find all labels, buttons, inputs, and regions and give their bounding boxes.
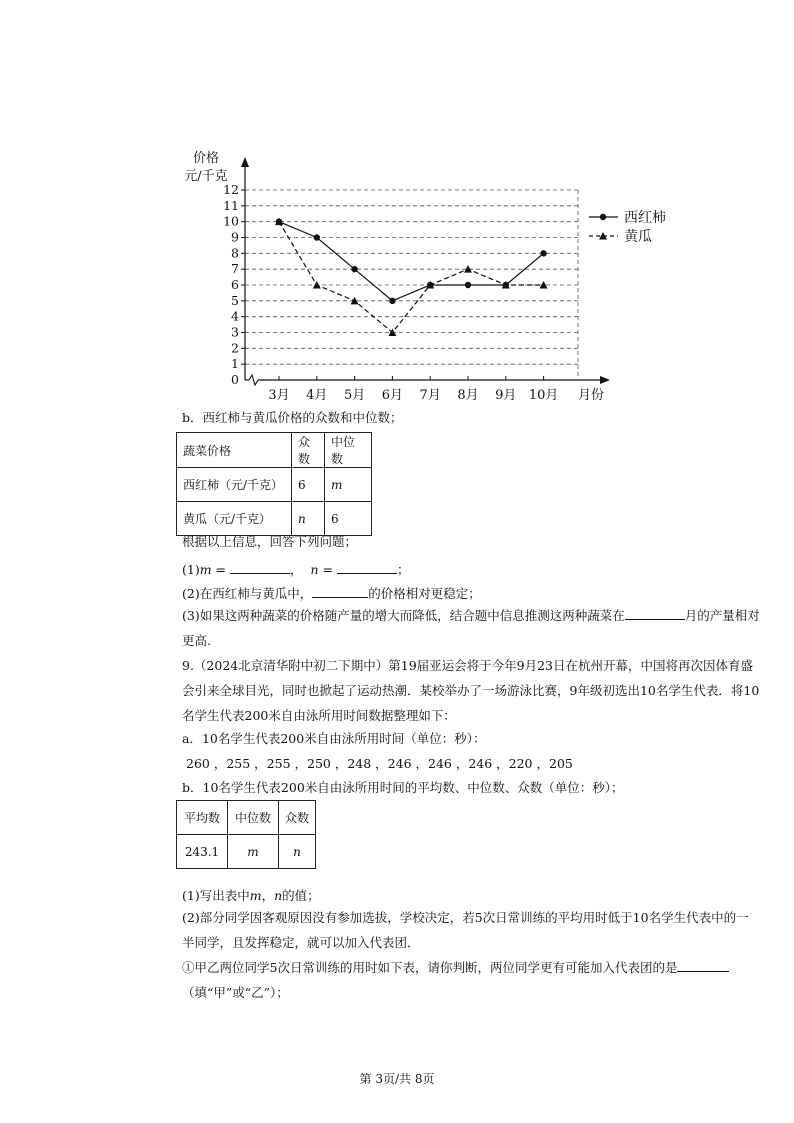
x-tick-label: 6月	[381, 388, 404, 403]
table-cell: 黄瓜（元/千克）	[177, 502, 292, 536]
data-point-tomato	[540, 250, 546, 256]
table-header-cell: 中位数	[325, 433, 372, 468]
table-row	[177, 433, 372, 468]
data-point-tomato	[389, 298, 395, 304]
x-axis-title: 月份	[578, 388, 605, 403]
q9-p1-sep: ，	[261, 888, 275, 903]
section-b-title: b．西红柿与黄瓜价格的众数和中位数；	[182, 410, 403, 425]
data-point-tomato	[351, 266, 357, 272]
x-tick-label: 10月	[528, 388, 559, 403]
q8-p2-text: (2)在西红柿与黄瓜中，	[182, 586, 313, 601]
chart-series	[275, 218, 548, 336]
table-cell: 243.1	[177, 835, 228, 869]
table-cell: m	[228, 835, 279, 869]
q8-part3	[182, 603, 760, 653]
table-cell: 6	[325, 502, 372, 536]
series-line-tomato	[279, 222, 544, 301]
q8-p2-text: 的价格相对更稳定；	[368, 586, 481, 601]
swim-stats-table	[176, 800, 316, 869]
y-tick-label: 11	[223, 197, 239, 213]
table-cell: 西红柿（元/千克）	[177, 468, 292, 502]
page-footer: 第 3页/共 8页	[359, 1072, 435, 1086]
q8-p1-prefix: (1)	[182, 562, 200, 577]
table-header-cell: 中位数	[228, 801, 279, 835]
var-n: n	[310, 562, 319, 577]
x-tick-label: 8月	[457, 388, 479, 403]
q9-p1-text: 的值；	[282, 888, 320, 903]
q8-p1-sep: ，	[290, 562, 303, 577]
data-point-tomato	[465, 282, 471, 288]
x-tick-label: 5月	[343, 388, 366, 403]
x-tick-label: 7月	[419, 388, 441, 403]
y-axis-title: 价格	[192, 151, 220, 166]
table-row	[177, 468, 372, 502]
table-cell: 6	[292, 468, 325, 502]
x-tick-label: 4月	[306, 388, 328, 403]
x-tick-label: 9月	[495, 388, 517, 403]
table-header-cell: 蔬菜价格	[177, 433, 292, 468]
y-tick-label: 0	[231, 372, 239, 387]
y-tick-label: 9	[231, 229, 239, 245]
table-cell: n	[279, 835, 316, 869]
y-tick-label: 8	[231, 245, 239, 261]
q9-part2-sub1	[182, 955, 760, 1005]
table-cell: m	[325, 468, 372, 502]
var-m: m	[199, 562, 212, 577]
answer-blank-m[interactable]	[230, 560, 290, 574]
y-axis-unit: 元/千克	[184, 169, 228, 184]
q9-part1	[182, 887, 320, 905]
y-tick-label: 10	[223, 213, 239, 229]
y-tick-label: 7	[231, 261, 239, 277]
data-point-cucumber	[313, 281, 321, 289]
y-tick-label: 12	[223, 182, 239, 197]
x-tick-label: 3月	[268, 388, 290, 403]
q8-intro: 根据以上信息，回答下列问题；	[182, 534, 358, 549]
var-m: m	[249, 888, 262, 903]
x-axis-arrow	[600, 376, 610, 384]
answer-blank-month[interactable]	[625, 606, 685, 620]
y-tick-label: 6	[231, 277, 239, 292]
q9-stem: 9.（2024北京清华附中初二下期中）第19届亚运会将于今年9月23日在杭州开幕，中国将再次因体育盛会引来全球目光，同时也掀起了运动热潮．某校举办了一场游泳比赛，9年级初选出10名学生代表．将10名学生代表200米自由泳所用时间数据整理如下：	[182, 658, 760, 723]
q8-part1	[182, 560, 409, 579]
legend-label: 西红柿	[624, 210, 666, 226]
y-tick-label: 1	[231, 356, 239, 372]
q9-p2-sub-text: ①甲乙两位同学5次日常训练的用时如下表，请你判断，两位同学更有可能加入代表团的是	[182, 960, 678, 975]
legend-marker-circle	[600, 214, 606, 220]
table-row	[177, 835, 316, 869]
q8-part2	[182, 584, 481, 603]
table-cell: n	[292, 502, 325, 536]
answer-blank-stable[interactable]	[312, 584, 368, 598]
table-header-cell: 众数	[292, 433, 325, 468]
price-line-chart	[0, 0, 794, 420]
answer-blank-n[interactable]	[337, 560, 397, 574]
y-tick-label: 5	[231, 292, 239, 308]
y-tick-label: 3	[231, 324, 239, 340]
q8-p3-text: (3)如果这两种蔬菜的价格随产量的增大而降低，结合题中信息推测这两种蔬菜在	[182, 608, 625, 623]
legend-label: 黄瓜	[624, 229, 652, 245]
q8-p3-text: 月的产量相对更高.	[182, 608, 760, 648]
table-row	[177, 801, 316, 835]
answer-blank-student[interactable]	[677, 958, 729, 972]
q8-p1-eq: =	[318, 562, 337, 577]
y-axis-arrow	[241, 157, 249, 167]
var-n: n	[274, 888, 283, 903]
q8-p1-eq: =	[211, 562, 230, 577]
x-axis-break	[249, 375, 258, 385]
price-mode-median-table	[176, 432, 372, 536]
q9-p1-text: (1)写出表中	[182, 888, 250, 903]
q9-part2: (2)部分同学因客观原因没有参加选拔，学校决定，若5次日常训练的平均用时低于10名学生代表中的一半同学，且发挥稳定，就可以加入代表团．	[182, 910, 749, 950]
table-header-cell: 平均数	[177, 801, 228, 835]
data-point-tomato	[314, 234, 320, 240]
q9-a-title: a．10名学生代表200米自由泳所用时间（单位：秒）：	[182, 731, 486, 746]
y-tick-label: 4	[231, 308, 239, 324]
table-row	[177, 502, 372, 536]
chart-axes	[241, 157, 610, 385]
q9-p2-sub-text: （填“甲”或“乙”）；	[182, 985, 289, 1000]
chart-legend	[589, 209, 666, 245]
q8-p1-end: ；	[396, 562, 410, 577]
y-tick-label: 2	[231, 340, 239, 356]
table-header-cell: 众数	[279, 801, 316, 835]
q9-b-title: b．10名学生代表200米自由泳所用时间的平均数、中位数、众数（单位：秒）；	[182, 780, 624, 795]
chart-labels	[184, 150, 604, 403]
q9-a-data: 260 ，255 ，255 ，250 ，248 ，246 ，246 ，246 ，220 ，205	[186, 756, 573, 771]
